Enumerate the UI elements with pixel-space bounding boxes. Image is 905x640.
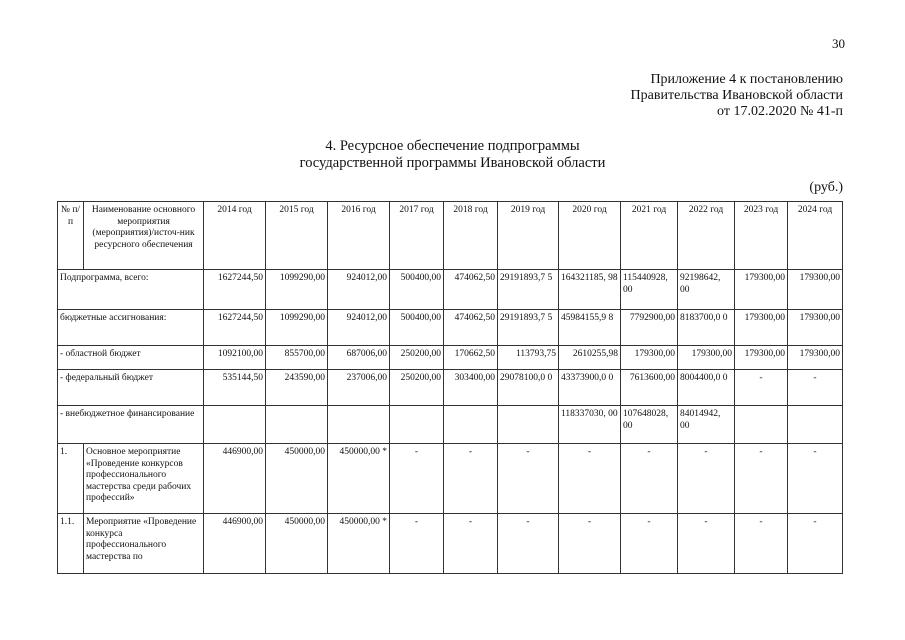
table-row: [58, 370, 843, 406]
row-number: 1.: [58, 444, 84, 514]
cell-value: 500400,00: [390, 310, 444, 346]
table-row: [58, 406, 843, 444]
appendix-line-3: от 17.02.2020 № 41-п: [717, 104, 843, 119]
header-name: Наименование основного мероприятия (мероприятия)/источ-ник ресурсного обеспечения: [84, 202, 204, 270]
page-number: 30: [832, 36, 845, 51]
cell-value: 179300,00: [735, 310, 788, 346]
cell-value: [390, 406, 444, 444]
cell-value: 179300,00: [788, 310, 843, 346]
cell-value: 450000,00 *: [328, 514, 390, 574]
row-label: Мероприятие «Проведение конкурса профессионального мастерства по: [84, 514, 204, 574]
cell-value: 243590,00: [266, 370, 328, 406]
header-year: 2017 год: [390, 202, 444, 270]
header-year: 2019 год: [498, 202, 559, 270]
row-number: 1.1.: [58, 514, 84, 574]
appendix-line-2: Правительства Ивановской области: [630, 88, 843, 103]
cell-value: 1627244,50: [204, 310, 266, 346]
row-label: - областной бюджет: [58, 346, 204, 370]
cell-value: 474062,50: [444, 270, 498, 310]
cell-value: 179300,00: [621, 346, 678, 370]
cell-value: 535144,50: [204, 370, 266, 406]
cell-value: 179300,00: [735, 270, 788, 310]
table-row: [58, 514, 843, 574]
resource-table: [57, 201, 843, 574]
cell-value: -: [621, 444, 678, 514]
cell-value: -: [559, 444, 621, 514]
cell-value: -: [498, 514, 559, 574]
cell-value: 1099290,00: [266, 310, 328, 346]
cell-value: 924012,00: [328, 310, 390, 346]
cell-value: 107648028, 00: [621, 406, 678, 444]
table-header-row: [58, 202, 843, 270]
cell-value: -: [498, 444, 559, 514]
row-label: Подпрограмма, всего:: [58, 270, 204, 310]
cell-value: 450000,00: [266, 444, 328, 514]
header-year: 2016 год: [328, 202, 390, 270]
cell-value: 474062,50: [444, 310, 498, 346]
cell-value: 687006,00: [328, 346, 390, 370]
table-row: [58, 310, 843, 346]
cell-value: -: [735, 444, 788, 514]
cell-value: -: [390, 444, 444, 514]
cell-value: 113793,75: [498, 346, 559, 370]
document-title: [0, 138, 905, 172]
cell-value: -: [735, 370, 788, 406]
cell-value: [266, 406, 328, 444]
cell-value: [788, 406, 843, 444]
table-row: [58, 346, 843, 370]
cell-value: 170662,50: [444, 346, 498, 370]
cell-value: 855700,00: [266, 346, 328, 370]
header-year: 2022 год: [678, 202, 735, 270]
cell-value: -: [678, 444, 735, 514]
header-num: № п/п: [58, 202, 84, 270]
header-year: 2020 год: [559, 202, 621, 270]
cell-value: [444, 406, 498, 444]
cell-value: 43373900,0 0: [559, 370, 621, 406]
cell-value: 179300,00: [788, 346, 843, 370]
cell-value: 1627244,50: [204, 270, 266, 310]
cell-value: -: [788, 370, 843, 406]
cell-value: 237006,00: [328, 370, 390, 406]
cell-value: -: [678, 514, 735, 574]
cell-value: -: [559, 514, 621, 574]
currency-unit: (руб.): [809, 180, 843, 195]
cell-value: 1099290,00: [266, 270, 328, 310]
cell-value: -: [788, 514, 843, 574]
appendix-line-1: Приложение 4 к постановлению: [650, 72, 843, 87]
cell-value: 118337030, 00: [559, 406, 621, 444]
cell-value: 7792900,00: [621, 310, 678, 346]
cell-value: 29191893,7 5: [498, 270, 559, 310]
header-year: 2015 год: [266, 202, 328, 270]
title-line-1: 4. Ресурсное обеспечение подпрограммы: [325, 138, 580, 154]
cell-value: 8004400,0 0: [678, 370, 735, 406]
cell-value: 179300,00: [678, 346, 735, 370]
cell-value: [498, 406, 559, 444]
cell-value: 250200,00: [390, 346, 444, 370]
cell-value: 84014942, 00: [678, 406, 735, 444]
cell-value: -: [444, 514, 498, 574]
header-year: 2024 год: [788, 202, 843, 270]
cell-value: 115440928, 00: [621, 270, 678, 310]
cell-value: 446900,00: [204, 514, 266, 574]
header-year: 2014 год: [204, 202, 266, 270]
cell-value: 303400,00: [444, 370, 498, 406]
cell-value: 45984155,9 8: [559, 310, 621, 346]
cell-value: -: [735, 514, 788, 574]
table-row: [58, 444, 843, 514]
cell-value: -: [390, 514, 444, 574]
cell-value: [328, 406, 390, 444]
row-label: - федеральный бюджет: [58, 370, 204, 406]
cell-value: 446900,00: [204, 444, 266, 514]
cell-value: 179300,00: [788, 270, 843, 310]
cell-value: 250200,00: [390, 370, 444, 406]
appendix-header: [631, 72, 843, 120]
cell-value: 7613600,00: [621, 370, 678, 406]
cell-value: 450000,00 *: [328, 444, 390, 514]
cell-value: 8183700,0 0: [678, 310, 735, 346]
cell-value: 179300,00: [735, 346, 788, 370]
cell-value: 29191893,7 5: [498, 310, 559, 346]
cell-value: 164321185, 98: [559, 270, 621, 310]
cell-value: [735, 406, 788, 444]
cell-value: 500400,00: [390, 270, 444, 310]
cell-value: -: [621, 514, 678, 574]
cell-value: -: [788, 444, 843, 514]
cell-value: -: [444, 444, 498, 514]
table-row: [58, 270, 843, 310]
row-label: - внебюджетное финансирование: [58, 406, 204, 444]
cell-value: 92198642, 00: [678, 270, 735, 310]
row-label: Основное мероприятие «Проведение конкурсов профессионального мастерства среди рабочих профессий»: [84, 444, 204, 514]
row-label: бюджетные ассигнования:: [58, 310, 204, 346]
title-line-2: государственной программы Ивановской области: [299, 155, 606, 171]
cell-value: 1092100,00: [204, 346, 266, 370]
header-year: 2023 год: [735, 202, 788, 270]
cell-value: 924012,00: [328, 270, 390, 310]
header-year: 2021 год: [621, 202, 678, 270]
cell-value: 450000,00: [266, 514, 328, 574]
cell-value: 2610255,98: [559, 346, 621, 370]
cell-value: 29078100,0 0: [498, 370, 559, 406]
header-year: 2018 год: [444, 202, 498, 270]
cell-value: [204, 406, 266, 444]
